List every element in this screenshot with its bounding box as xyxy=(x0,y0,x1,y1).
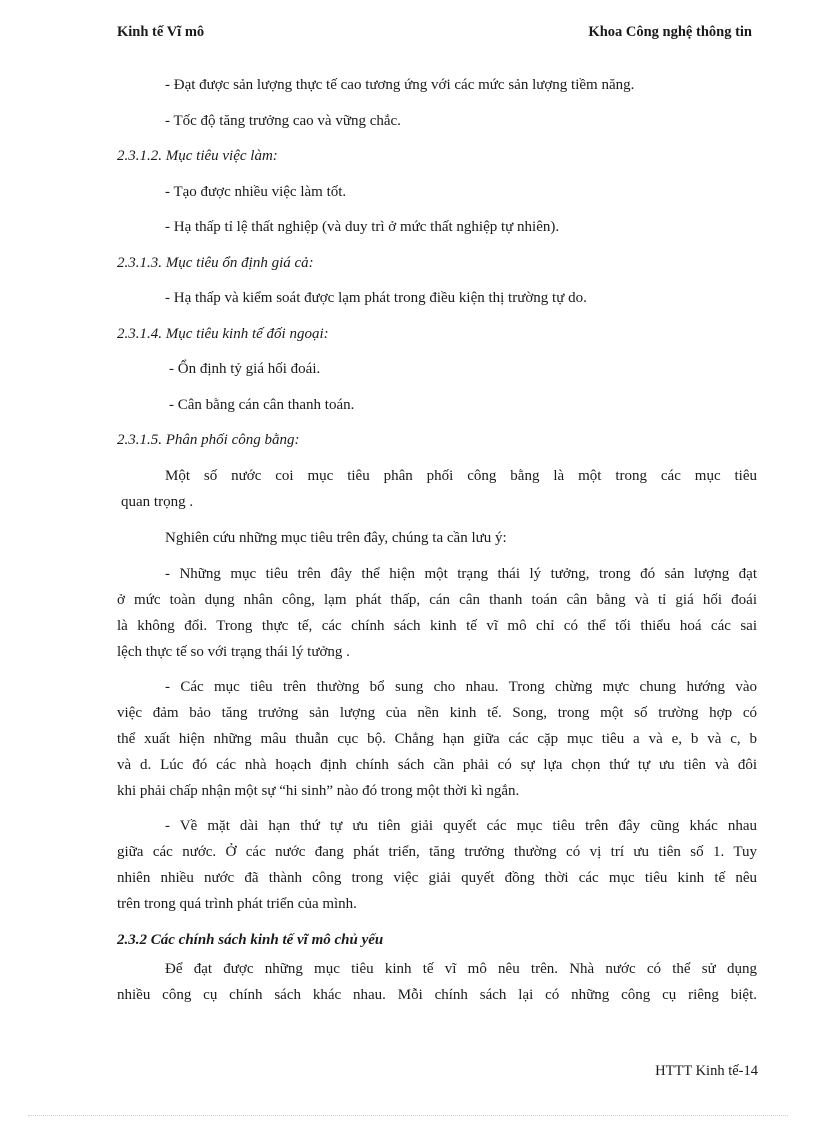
bullet-line: - Hạ thấp tỉ lệ thất nghiệp (và duy trì ở mức thất nghiệp tự nhiên). xyxy=(165,219,560,235)
paragraph-line: thể xuất hiện những mâu thuẫn cục bộ. Chẳng hạn giữa các cặp mục tiêu a và e, b và c, b xyxy=(117,731,757,747)
paragraph-line: giữa các nước. Ở các nước đang phát triển, tăng trưởng thường có vị trí ưu tiên số 1. Tuy xyxy=(117,844,757,860)
paragraph-line: - Những mục tiêu trên đây thể hiện một trạng thái lý tưởng, trong đó sản lượng đạt xyxy=(165,566,757,582)
section-heading: 2.3.1.2. Mục tiêu việc làm: xyxy=(117,148,278,164)
paragraph-line: Nghiên cứu những mục tiêu trên đây, chúng ta cần lưu ý: xyxy=(165,530,507,546)
paragraph-line: nhiều công cụ chính sách khác nhau. Mỗi chính sách lại có những công cụ riêng biệt. xyxy=(117,987,757,1003)
paragraph-line: Một số nước coi mục tiêu phân phối công bằng là một trong các mục tiêu xyxy=(165,468,757,484)
bullet-line: - Hạ thấp và kiểm soát được lạm phát trong điều kiện thị trường tự do. xyxy=(165,290,587,306)
paragraph-line: khi phải chấp nhận một sự “hi sinh” nào đó trong một thời kì ngắn. xyxy=(117,783,520,799)
paragraph-line: trên trong quá trình phát triển của mình. xyxy=(117,896,357,912)
paragraph-line: quan trọng . xyxy=(121,494,194,510)
section-heading: 2.3.2 Các chính sách kinh tế vĩ mô chủ yếu xyxy=(117,932,384,948)
section-heading: 2.3.1.4. Mục tiêu kinh tế đối ngoại: xyxy=(117,326,329,342)
bullet-line: - Tốc độ tăng trưởng cao và vững chắc. xyxy=(165,113,401,129)
paragraph-line: và d. Lúc đó các nhà hoạch định chính sách cần phải có sự lựa chọn thứ tự ưu tiên và đôi xyxy=(117,757,757,773)
header-subject: Kinh tế Vĩ mô xyxy=(117,24,205,40)
bullet-line: - Đạt được sản lượng thực tế cao tương ứng với các mức sản lượng tiềm năng. xyxy=(165,77,635,93)
bullet-line: - Cân bằng cán cân thanh toán. xyxy=(169,397,355,413)
paragraph-line: nhiên nhiều nước đã thành công trong việc giải quyết đồng thời các mục tiêu kinh tế nêu xyxy=(117,870,757,886)
paragraph-line: việc đảm bảo tăng trưởng sản lượng của nền kinh tế. Song, trong một số trường hợp có xyxy=(117,705,757,721)
bottom-divider xyxy=(28,1115,788,1116)
paragraph-line: ở mức toàn dụng nhân công, lạm phát thấp, cán cân thanh toán cân bằng và tỉ giá hối đoái xyxy=(117,592,757,608)
page-footer: HTTT Kinh tế-14 xyxy=(655,1063,758,1079)
paragraph-line: lệch thực tế so với trạng thái lý tưởng . xyxy=(117,644,350,660)
paragraph-line: - Về mặt dài hạn thứ tự ưu tiên giải quyết các mục tiêu trên đây cũng khác nhau xyxy=(165,818,757,834)
paragraph-line: Để đạt được những mục tiêu kinh tế vĩ mô nêu trên. Nhà nước có thể sử dụng xyxy=(165,961,757,977)
section-heading: 2.3.1.3. Mục tiêu ổn định giá cả: xyxy=(117,255,314,271)
paragraph-line: - Các mục tiêu trên thường bổ sung cho nhau. Trong chừng mực chung hướng vào xyxy=(165,679,757,695)
bullet-line: - Ổn định tỷ giá hối đoái. xyxy=(169,361,321,377)
bullet-line: - Tạo được nhiều việc làm tốt. xyxy=(165,184,347,200)
section-heading: 2.3.1.5. Phân phối công bằng: xyxy=(117,432,300,448)
header-faculty: Khoa Công nghệ thông tin xyxy=(588,24,752,40)
paragraph-line: là không đổi. Trong thực tế, các chính sách kinh tế vĩ mô chỉ có thể tối thiểu hoá các sai xyxy=(117,618,757,634)
